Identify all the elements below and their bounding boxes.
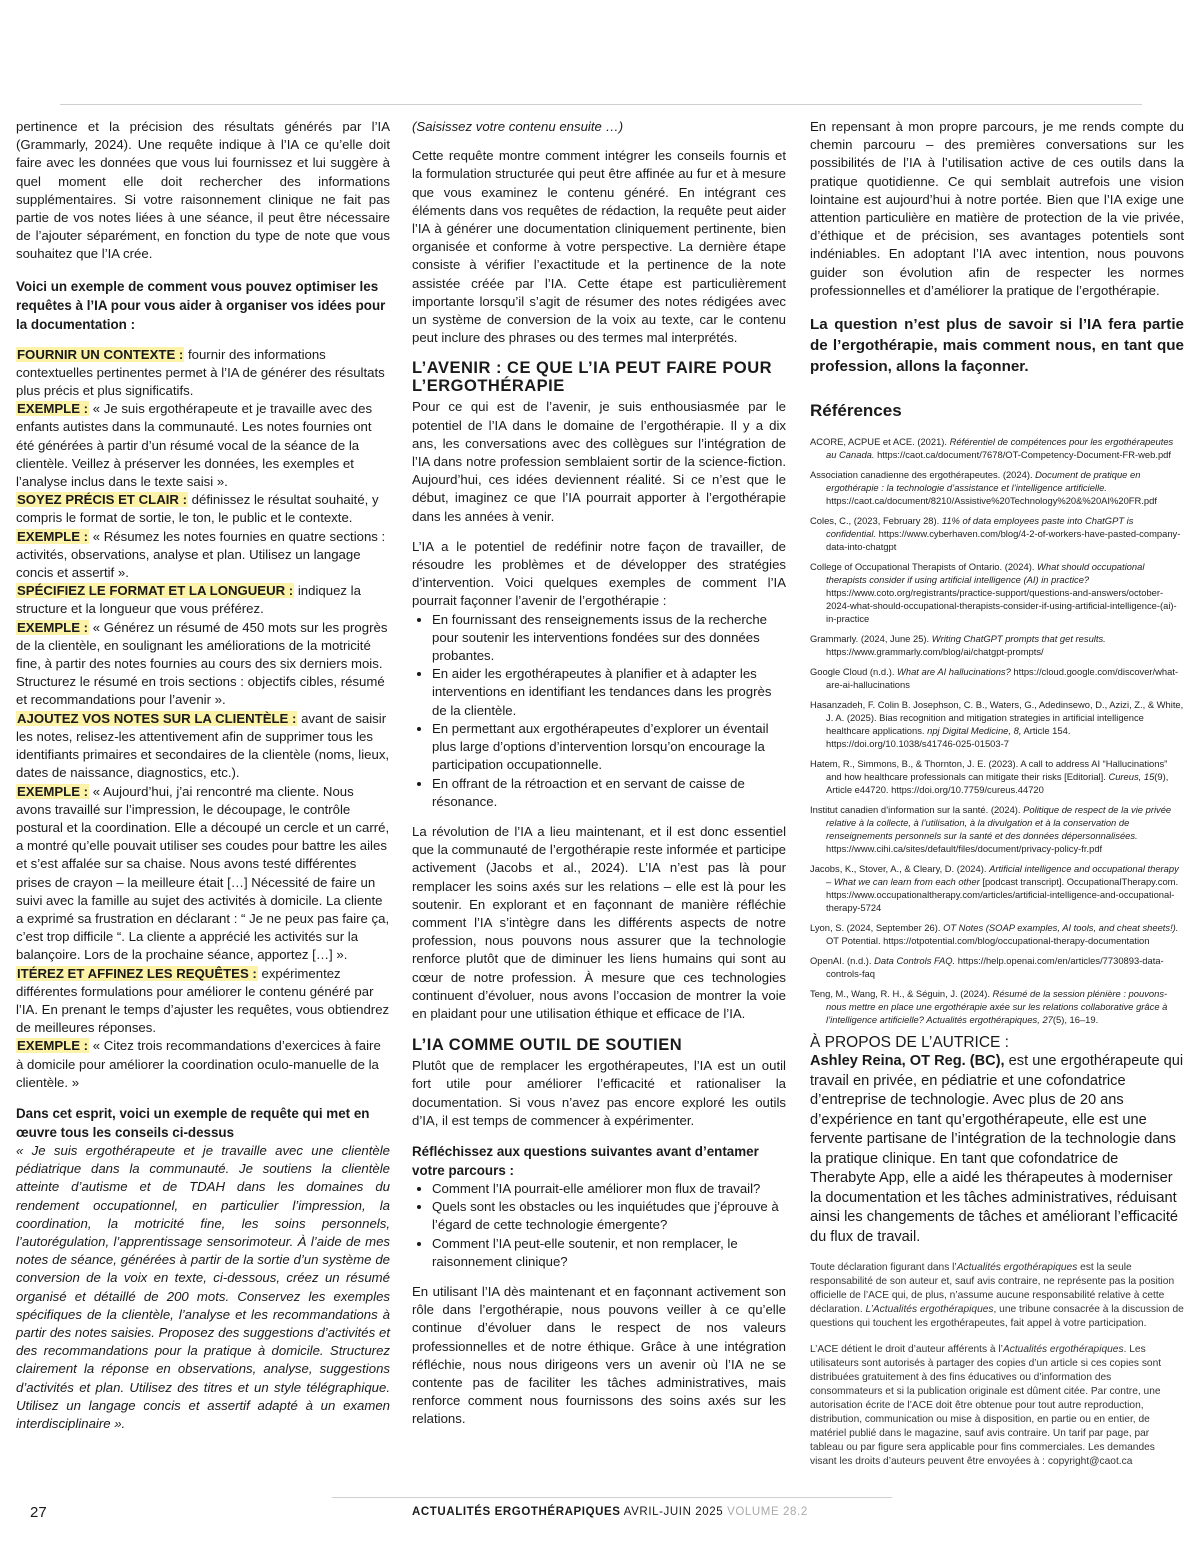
example-text: « Résumez les notes fournies en quatre sections : activités, observations, analyse et plan. Utilisez un langage concis et assertif ».: [16, 528, 386, 581]
about-heading: À PROPOS DE L’AUTRICE :: [810, 1034, 1009, 1052]
bullet-item: • Comment l’IA peut-elle soutenir, et non remplacer, le raisonnement clinique?: [432, 1235, 786, 1271]
paragraph-3: L’IA a le potentiel de redéfinir notre façon de travailler, de résoudre les problèmes et de développer des stratégies d’intervention. Voici quelques exemples de comment l’IA pourrait façonner l’avenir de l’ergothérapie :: [412, 538, 786, 609]
reference-title: What should occupational therapists consider if using artificial intelligence (AI) in practice?: [826, 561, 1145, 586]
reference-item: [810, 757, 1184, 796]
column-3: [810, 118, 1184, 1469]
tip-label: SPÉCIFIEZ LE FORMAT ET LA LONGUEUR :: [17, 583, 294, 599]
reference-authors: ACORE, ACPUE et ACE. (2021).: [810, 436, 950, 448]
reference-source: Article 154. https://doi.org/10.1038/s41746-025-01503-7: [826, 725, 1071, 750]
reference-title: 11% of data employees paste into ChatGPT is confidential.: [826, 515, 1134, 540]
example-heading: Voici un exemple de comment vous pouvez optimiser les requêtes à l’IA pour vous aider à organiser vos idées pour la documentation :: [16, 278, 386, 332]
bullet-item: • En fournissant des renseignements issus de la recherche pour soutenir les interventions fondées sur des données probantes.: [432, 611, 786, 666]
author-name: Ashley Reina, OT Reg. (BC),: [810, 1053, 1005, 1070]
reference-item: [810, 665, 1184, 691]
example-label: EXEMPLE :: [17, 401, 89, 417]
reference-source: https://www.coto.org/registrants/practice-support/questions-and-answers/october-2024-what-should-occupational-therapists-consider-if-using-artificial-intelligence-(ai)-in-practice: [826, 587, 1177, 625]
tip-example: [16, 400, 390, 491]
references-list: [810, 435, 1184, 1026]
reference-authors: Coles, C., (2023, February 28).: [810, 515, 942, 527]
prompt-example: « Je suis ergothérapeute et je travaille avec une clientèle pédiatrique dans la communauté. Je soutiens la clientèle atteinte d’autisme et de TDAH dans les domaines du rendement occupationnel, en particulier l’impression, la coordination, la motricité fine, les soins personnels, l’autorégulation, l’apprentissage sensorimoteur. À l’aide de mes notes de séance, générées à partir de la sortie d’un système de conversion de la voix en texte, ci-dessous, créez un résumé organisé et détaillé de 200 mots. Conservez les exemples spécifiques de la clientèle, l’analyse et les recommandations à partir des notes saisies. Proposez des suggestions d’activités et des recommandations pour la pratique à domicile. Structurez clairement la réponse en observations, analyse, suggestions d’activités et plan. Utilisez des titres et un style télégraphique. Utilisez un langage concis et assertif adapté à un examen interdisciplinaire ».: [16, 1142, 390, 1431]
tip-text: fournir des informations contextuelles pertinentes permet à l’IA de générer des résultats plus précis et plus significatifs.: [16, 346, 385, 399]
tip-example: [16, 619, 390, 710]
reference-source: https://cloud.google.com/discover/what-are-ai-hallucinations: [826, 666, 1179, 691]
tip-label: ITÉREZ ET AFFINEZ LES REQUÊTES :: [17, 965, 257, 981]
reference-item: [810, 698, 1184, 750]
intro-paragraph: pertinence et la précision des résultats générés par l’IA (Grammarly, 2024). Une requête indique à l’IA ce qu’elle doit faire avec les données que vous lui fournissez et lui suggère à quel moment elle doit rechercher des informations supplémentaires. Si votre raisonnement clinique ne fait pas partie de vos notes liées à une séance, il peut être nécessaire de l’ajouter séparément, en fonction du type de note que vous souhaitez que l’IA crée.: [16, 119, 390, 262]
reference-authors: College of Occupational Therapists of Ontario. (2024).: [810, 561, 1038, 573]
reference-authors: Grammarly. (2024, June 25).: [810, 633, 932, 645]
reference-item: [810, 468, 1184, 507]
disclaimer-2: L’ACE détient le droit d’auteur afférents à l’Actualités ergothérapiques. Les utilisateurs sont autorisés à partager des copies d’un article si ces copies sont distribuées gratuitement à des fins éducatives ou d’information des consommateurs et si la publication originale est dûment citée. Par contre, une autorisation écrite de l’ACE doit être obtenue pour tout autre reproduction, distribution, communication ou mise à disposition, en partie ou en entier, de matériel publié dans le magazine, sauf avis contraire. Un tarif par page, par tableau ou par figure sera applicable pour fins commerciales. Les demandes visant les droits d’auteurs peuvent être envoyées à : copyright@caot.ca: [810, 1344, 1162, 1468]
prompt-heading: Dans cet esprit, voici un exemple de requête qui met en œuvre tous les conseils ci-dessus: [16, 1105, 370, 1140]
top-rule: [60, 104, 1142, 105]
column-1: [16, 118, 390, 1433]
bullet-item: • En permettant aux ergothérapeutes d’explorer un éventail plus large d’options d’intervention lorsqu’on encourage la participation occupationnelle.: [432, 720, 786, 775]
paragraph-2: Pour ce qui est de l’avenir, je suis enthousiasmée par le potentiel de l’IA dans le domaine de l’ergothérapie. Il y a dix ans, les conversations avec des collègues sur l’intégration de l’IA dans notre profession semblaient sortir de la science-fiction. Aujourd’hui, ces idées deviennent réalité. Si ce n’est que le début, imaginez ce que l’IA pourrait apporter à l’ergothérapie dans les années à venir.: [412, 399, 786, 524]
example-text: « Générez un résumé de 450 mots sur les progrès de la clientèle, en soulignant les améliorations de la motricité fine, à partir des notes fournies au cours des six derniers mois. Structurez le résumé en trois sections : objectifs cibles, résumé et recommandations pour l’avenir ».: [16, 619, 388, 708]
tip-label: AJOUTEZ VOS NOTES SUR LA CLIENTÈLE :: [17, 710, 297, 726]
reference-authors: Institut canadien d’information sur la santé. (2024).: [810, 804, 1024, 816]
reference-authors: Association canadienne des ergothérapeutes. (2024).: [810, 469, 1036, 481]
reference-title: What are AI hallucinations?: [897, 666, 1011, 678]
reference-title: Résumé de la session plénière : pouvons-nous mettre en place une ergothérapie axée sur les relations collaborative grâce à l’intelligence artificielle? Actualités ergothérapiques, 27: [826, 988, 1168, 1026]
reference-authors: Hatem, R., Simmons, B., & Thornton, J. E. (2023). A call to address AI “Hallucinations” and how healthcare professionals can mitigate their risks [Editorial].: [810, 758, 1168, 783]
reference-title: Référentiel de compétences pour les ergothérapeutes au Canada.: [826, 436, 1174, 461]
example-text: « Citez trois recommandations d’exercices à faire à domicile pour améliorer la coordination oculo-manuelle de la clientèle. »: [16, 1038, 381, 1090]
reference-source: https://caot.ca/document/8210/Assistive%20Technology%20&%20AI%20FR.pdf: [826, 495, 1157, 507]
reference-title: OT Notes (SOAP examples, AI tools, and cheat sheets!).: [943, 922, 1179, 934]
reference-authors: Google Cloud (n.d.).: [810, 666, 898, 678]
tip-text: avant de saisir les notes, relisez-les attentivement afin de supprimer tous les identifiants primaires et secondaires de la clientèle (noms, lieux, dates de naissance, diagnostics, etc.).: [16, 710, 390, 781]
tip-text: expérimentez différentes formulations pour améliorer le contenu généré par l’IA. En prenant le temps d’ajuster les requêtes, vous obtiendrez de meilleures réponses.: [16, 965, 390, 1036]
reference-item: [810, 803, 1184, 855]
tip-label: SOYEZ PRÉCIS ET CLAIR :: [17, 492, 187, 508]
reference-authors: OpenAI. (n.d.).: [810, 955, 875, 967]
author-bio: est une ergothérapeute qui travail en privée, en pédiatrie et une cofondatrice d’entreprise de technologie. Avec plus de 20 ans d’expérience en tant qu’ergothérapeute, elle est une fervente partisane de l’intégration de la technologie dans la pratique clinique. En tant que cofondatrice de Therabyte App, elle a aidé les thérapeutes à moderniser la documentation et les tâches administratives, réduisant ainsi les changements de tâches et améliorant l’efficacité du flux de travail.: [810, 1053, 1184, 1245]
about-author: [810, 1052, 1184, 1247]
footer-rule: [332, 1497, 892, 1498]
reference-item: [810, 862, 1184, 914]
example-label: EXEMPLE :: [17, 619, 89, 635]
future-bullet-list: [412, 611, 786, 811]
reference-title: Politique de respect de la vie privée relative à la collecte, à l’utilisation, à la divulgation et à la conservation de renseignements personnels sur la santé et des données dépersonnalisées.: [826, 804, 1172, 842]
bullet-item: • Comment l’IA pourrait-elle améliorer mon flux de travail?: [432, 1180, 786, 1198]
questions-heading: Réfléchissez aux questions suivantes avant d’entamer votre parcours :: [412, 1143, 759, 1178]
example-text: « Je suis ergothérapeute et je travaille avec des enfants autistes dans la communauté. Les notes fournies ont été générées à partir d’un résumé vocal de la séance de la clientèle. Veillez à préserver les données, les exemples et l’analyse inclus dans le texte saisi ».: [16, 401, 373, 490]
reference-authors: Teng, M., Wang, R. H., & Séguin, J. (2024).: [810, 988, 993, 1000]
example-text: « Aujourd’hui, j’ai rencontré ma cliente. Nous avons travaillé sur l’impression, le découpage, le contrôle postural et la coordination. Elle a découpé un cercle et un carré, a montré qu’elle pouvait utiliser ses coudes pour battre les ailes et s’est affalée sur sa chaise. Nous avons testé différentes prises de crayon – la meilleure était […] Nécessité de faire un suivi avec la famille au sujet des activités à domicile. La cliente a exprimé sa frustration en déclarant : “ Je ne peux pas faire ça, c’est trop difficile “. La cliente a apprécié les activités sur la balançoire. Lors de la prochaine séance, apportez […] ».: [16, 783, 390, 963]
reference-source: (9), Article e44720. https://doi.org/10.7759/cureus.44720: [826, 771, 1169, 796]
closing-statement: La question n’est plus de savoir si l’IA fera partie de l’ergothérapie, mais comment nous, en tant que profession, allons la façonner.: [810, 316, 1184, 376]
bullet-item: • En offrant de la rétroaction et en servant de caisse de résonance.: [432, 775, 786, 811]
reference-title: Cureus, 15: [1108, 771, 1155, 783]
reference-title: npj Digital Medicine, 8,: [927, 725, 1022, 737]
tip-item: [16, 965, 390, 1038]
example-label: EXEMPLE :: [17, 528, 89, 544]
paragraph-1: Cette requête montre comment intégrer les conseils fournis et la formulation structurée qui peut être affinée au fur et à mesure que vous examinez le contenu généré. En intégrant ces éléments dans vos requêtes de rédaction, la requête peut aider l’IA à générer une documentation cliniquement pertinente, bien organisée et conforme à votre perspective. La dernière étape consiste à vérifier l’exactitude et la pertinence de la note assistée créée par l’IA. Cette étape est particulièrement importante lorsqu’il s’agit de résumer des notes rédigées avec un système de conversion de la voix au texte, car le contenu peut inclure des phrases ou des termes mal interprétés.: [412, 148, 786, 346]
reference-title: Writing ChatGPT prompts that get results.: [931, 633, 1106, 645]
reference-source: https://www.cihi.ca/sites/default/files/document/privacy-policy-fr.pdf: [826, 843, 1103, 855]
tip-item: [16, 710, 390, 783]
reference-source: (5), 16–19.: [1052, 1014, 1099, 1026]
reference-authors: Lyon, S. (2024, September 26).: [810, 922, 944, 934]
paragraph-6: En utilisant l’IA dès maintenant et en façonnant activement son rôle dans l’ergothérapie, nous pouvons veiller à ce qu’elle continue d’évoluer dans le respect de nos valeurs professionnelles et de notre éthique. Grâce à une intégration réfléchie, nous nous dirigeons vers un avenir où l’IA ne se contente pas de faciliter les tâches administratives, mais renforce comment nous fournissons des soins axés sur les relations.: [412, 1283, 786, 1427]
tip-item: [16, 346, 390, 401]
tips-list: [16, 346, 390, 1092]
reference-authors: Jacobs, K., Stover, A., & Cleary, D. (2024).: [810, 863, 990, 875]
tip-example: [16, 1037, 390, 1092]
tip-item: [16, 582, 390, 618]
reference-item: [810, 435, 1184, 461]
page-number: 27: [30, 1504, 47, 1521]
heading-future: L’AVENIR : CE QUE L’IA PEUT FAIRE POUR L’ERGOTHÉRAPIE: [412, 359, 773, 396]
reference-item: [810, 632, 1184, 658]
reference-item: [810, 560, 1184, 625]
tip-item: [16, 491, 390, 527]
questions-bullet-list: [412, 1180, 786, 1271]
bullet-item: • En aider les ergothérapeutes à planifier et à adapter les interventions en identifiant les tendances dans les progrès de la clientèle.: [432, 665, 786, 720]
reference-source: [podcast transcript]. OccupationalTherapy.com. https://www.occupationaltherapy.com/articles/artificial-intelligence-and-occupational-therapy-5724: [826, 876, 1179, 914]
reference-authors: Hasanzadeh, F. Colin B. Josephson, C. B., Waters, G., Adedinsewo, D., Azizi, Z., & White, J. A. (2025). Bias recognition and mitigation strategies in artificial intelligence healthcare applications.: [810, 699, 1184, 737]
tip-text: définissez le résultat souhaité, y compris le format de sortie, le ton, le public et le contexte.: [16, 492, 379, 526]
tip-example: [16, 528, 390, 583]
example-label: EXEMPLE :: [17, 1038, 89, 1054]
reference-title: Data Controls FAQ.: [874, 955, 956, 967]
example-label: EXEMPLE :: [17, 783, 89, 799]
reference-source: https://www.grammarly.com/blog/ai/chatgpt-prompts/: [826, 646, 1044, 658]
bullet-item: • Quels sont les obstacles ou les inquiétudes que j’éprouve à l’égard de cette technologie émergente?: [432, 1198, 786, 1234]
tip-text: indiquez la structure et la longueur que vous préférez.: [16, 583, 361, 617]
paragraph-4: La révolution de l’IA a lieu maintenant, et il est donc essentiel que la communauté de l’ergothérapie reste informée et participe activement (Jacobs et al., 2024). L’IA n’est pas là pour remplacer les soins axés sur les relations – elle est là pour les soutenir. En explorant et en façonnant de manière réfléchie comment l’IA s’intègre dans les différents aspects de notre profession, nous pouvons nous assurer que la technologie renforce plutôt que de diminuer les liens humains qui sont au cœur de notre profession. À mesure que ces technologies continuent d’évoluer, nous avons l’occasion de montrer la voie en plaidant pour une utilisation éthique et efficace de l’IA.: [412, 823, 786, 1021]
reference-source: https://www.cyberhaven.com/blog/4-2-of-workers-have-pasted-company-data-into-chatgpt: [826, 528, 1181, 553]
tip-example: [16, 783, 390, 965]
reference-item: [810, 921, 1184, 947]
paragraph-5: Plutôt que de remplacer les ergothérapeutes, l’IA est un outil fort utile pour améliorer l’efficacité et rationaliser la documentation. Si vous n’avez pas encore exploré les outils d’IA, il est temps de commencer à expérimenter.: [412, 1058, 786, 1128]
paste-note: (Saisissez votre contenu ensuite …): [412, 119, 624, 134]
reference-item: [810, 954, 1184, 980]
paragraph-reflection: En repensant à mon propre parcours, je me rends compte du chemin parcouru – des premières conversations sur les possibilités de l’IA à l’utilisation active de ces outils dans la pratique quotidienne. Ce qui semblait autrefois une vision lointaine est aujourd’hui à notre portée. Bien que l’IA exige une attention particulière en matière de protection de la vie privée, d’éthique et de précision, ses avantages potentiels sont indéniables. En adoptant l’IA avec intention, nous pouvons guider son évolution afin de respecter les normes professionnelles et d’améliorer la pratique de l’ergothérapie.: [810, 119, 1184, 298]
reference-title: Document de pratique en ergothérapie : la technologie d’assistance et l’intelligence artificielle.: [826, 469, 1141, 494]
heading-tool: L’IA COMME OUTIL DE SOUTIEN: [412, 1036, 683, 1055]
reference-item: [810, 987, 1184, 1026]
column-2: [412, 118, 786, 1429]
reference-item: [810, 514, 1184, 553]
reference-source: https://help.openai.com/en/articles/7730893-data-controls-faq: [826, 955, 1164, 980]
reference-title: Artificial intelligence and occupational therapy – What we can learn from each other: [826, 863, 1179, 888]
disclaimer-1: Toute déclaration figurant dans l’Actualités ergothérapiques est la seule responsabilité de son auteur et, sauf avis contraire, ne représente pas la position officielle de l’ACE qui, de plus, n’assume aucune responsabilité relative à cette déclaration. L’Actualités ergothérapiques, une tribune consacrée à la discussion de questions qui touchent les ergothérapeutes, fait appel à votre participation.: [810, 1262, 1184, 1330]
references-title: Références: [810, 401, 902, 421]
reference-source: https://caot.ca/document/7678/OT-Competency-Document-FR-web.pdf: [874, 449, 1171, 461]
tip-label: FOURNIR UN CONTEXTE :: [17, 346, 184, 362]
footer-publication: ACTUALITÉS ERGOTHÉRAPIQUES AVRIL-JUIN 2025 VOLUME 28.2: [412, 1506, 808, 1518]
reference-source: OT Potential. https://otpotential.com/blog/occupational-therapy-documentation: [826, 935, 1150, 947]
